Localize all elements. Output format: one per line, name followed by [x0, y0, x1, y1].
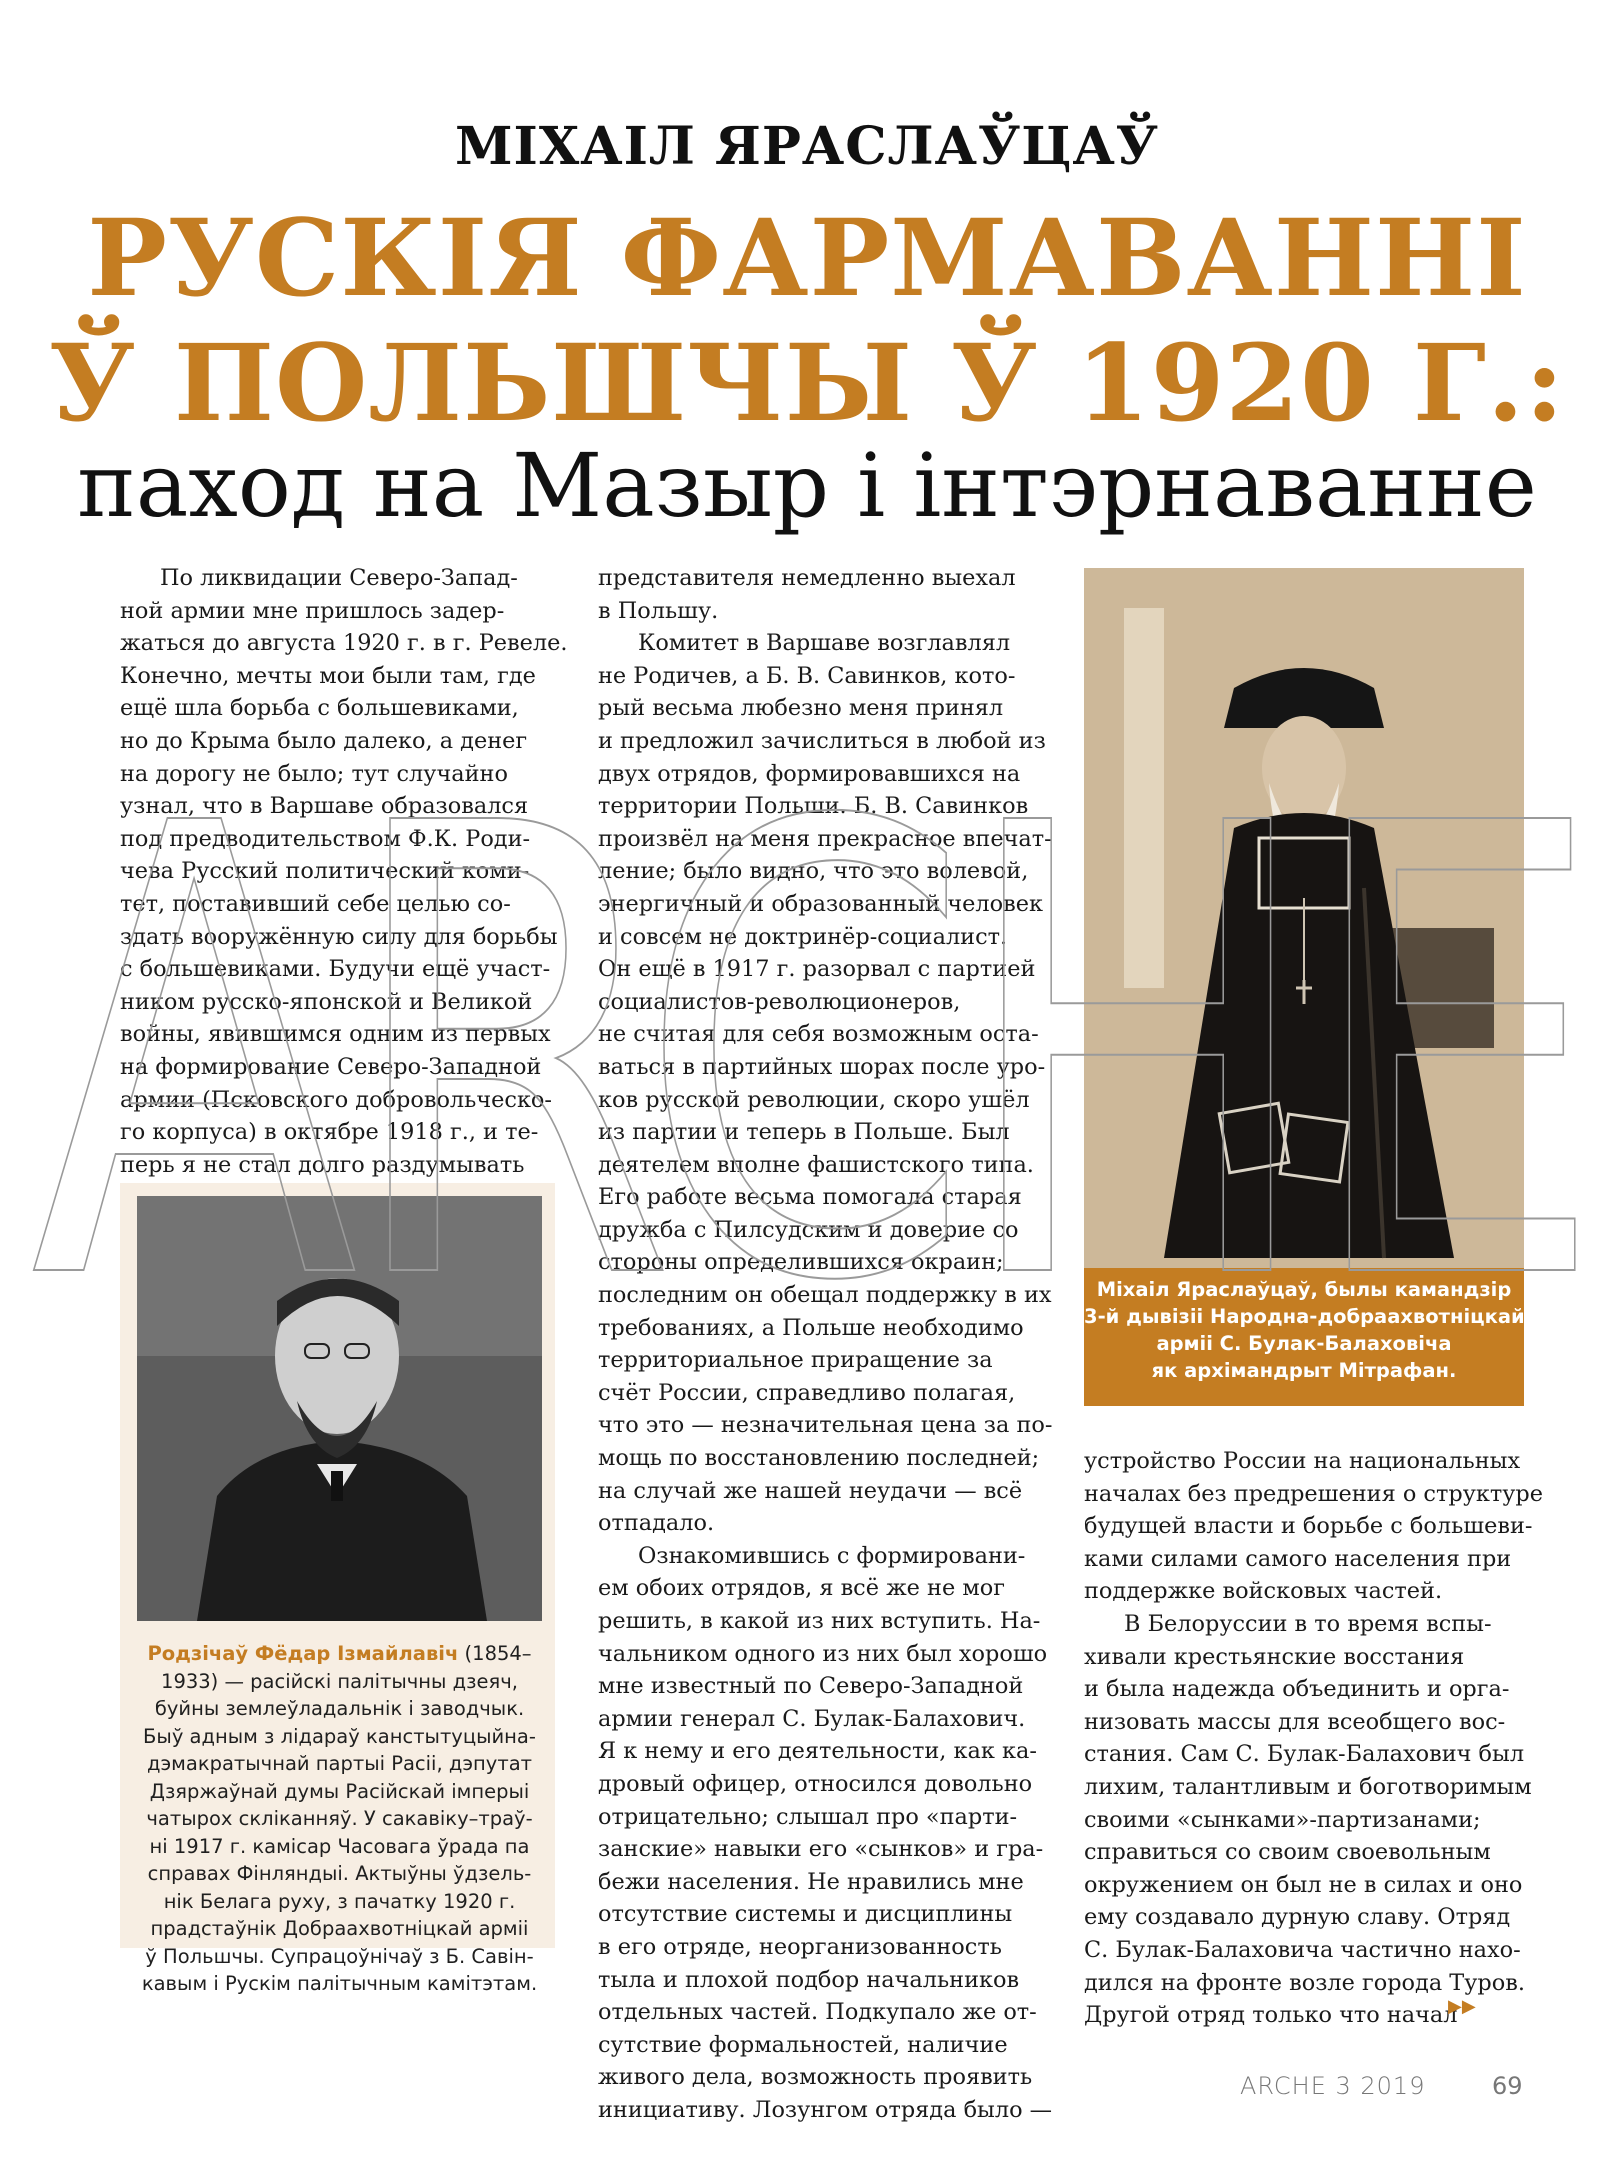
caption-text: (1854–	[458, 1642, 532, 1665]
caption-line: Міхаіл Яраслаўцаў, былы камандзір	[1096, 1278, 1512, 1301]
text-line: справиться со своим своевольным	[1084, 1839, 1491, 1866]
double-chevron-right-icon: ▶▶	[1448, 1996, 1476, 2017]
text-line: По ликвидации Северо-Запад-	[160, 565, 518, 591]
text-line: ником русско-японской и Великой	[120, 988, 533, 1015]
svg-text:ARCHE: ARCHE	[30, 800, 1590, 1300]
text-line: не Родичев, а Б. В. Савинков, кото-	[598, 662, 1016, 689]
text-line: не считая для себя возможным оста-	[598, 1021, 1039, 1048]
text-line: произвёл на меня прекрасное впечат-	[598, 825, 1052, 852]
text-line: представителя немедленно выехал	[598, 565, 1016, 591]
text-line: социалистов-революционеров,	[598, 988, 961, 1015]
text-line: низовать массы для всеобщего вос-	[1084, 1708, 1506, 1735]
text-line: здать вооружённую силу для борьбы	[120, 923, 558, 950]
text-line: Конечно, мечты мои были там, где	[120, 662, 536, 689]
caption-line: 1933) — расійскі палітычны дзеяч,	[161, 1669, 518, 1693]
text-line: на случай же нашей неудачи — всё	[598, 1477, 1023, 1504]
text-line: что это — незначительная цена за по-	[598, 1412, 1053, 1439]
text-line: ему создавало дурную славу. Отряд	[1084, 1904, 1511, 1931]
text-line: будущей власти и борьбе с большеви-	[1084, 1513, 1533, 1540]
page-number: 69	[1492, 2072, 1523, 2100]
text-line: хивали крестьянские восстания	[1084, 1643, 1465, 1670]
caption-line: дэмакратычнай партыі Расіі, дэпутат	[146, 1752, 533, 1775]
text-line: территориальное приращение за	[598, 1347, 993, 1374]
text-line: ков русской революции, скоро ушёл	[598, 1086, 1030, 1113]
text-line: Он ещё в 1917 г. разорвал с партией	[598, 956, 1036, 983]
caption-line: нік Белага руху, з пачатку 1920 г.	[163, 1889, 516, 1913]
caption-line: чатырох скліканняў. У сакавіку–траў-	[146, 1807, 533, 1830]
text-line: отсутствие системы и дисциплины	[598, 1901, 1013, 1928]
text-line: С. Булак-Балаховича частично нахо-	[1084, 1936, 1521, 1963]
text-line: своими «сынками»-партизанами;	[1084, 1806, 1481, 1833]
text-line: войны, явившимся одним из первых	[120, 1021, 551, 1048]
text-line: из партии и теперь в Польше. Был	[598, 1119, 1010, 1146]
text-column-1	[120, 562, 568, 1214]
text-line: деятелем вполне фашистского типа.	[598, 1151, 1034, 1178]
archimandrite-photo	[1084, 568, 1524, 1268]
text-line: бежи населения. Не нравились мне	[598, 1868, 1024, 1895]
caption-line: ў Польшчы. Супрацоўнічаў з Б. Савін-	[145, 1944, 534, 1968]
text-line: и предложил зачислиться в любой из	[598, 727, 1046, 754]
text-line: чева Русский политический коми-	[120, 858, 530, 885]
caption-line: буйны землеўладальнік і заводчык.	[154, 1697, 525, 1720]
text-line: Другой отряд только что начал	[1084, 2002, 1458, 2029]
text-line: рый весьма любезно меня принял	[598, 695, 1004, 722]
caption-line: 3-й дывізіі Народна-добраахвотніцкай	[1084, 1305, 1525, 1328]
article-title-line-1: РУСКІЯ ФАРМАВАННІ	[87, 195, 1527, 320]
text-line: началах без предрешения о структуре	[1084, 1480, 1544, 1507]
text-line: ками силами самого населения при	[1084, 1545, 1512, 1572]
caption-line: справах Фінляндыі. Актыўны ўдзель-	[147, 1862, 532, 1885]
text-line: под предводительством Ф.К. Роди-	[120, 825, 531, 852]
text-line: Я к нему и его деятельности, как ка-	[598, 1738, 1037, 1765]
text-line: ной армии мне пришлось задер-	[120, 597, 505, 624]
text-line: Ознакомившись с формировани-	[638, 1542, 1026, 1569]
footer-magazine-issue: ARCHE 3 2019	[1240, 2072, 1426, 2100]
text-line: инициативу. Лозунгом отряда было —	[598, 2096, 1053, 2123]
text-line: мне известный по Северо-Западной	[598, 1673, 1024, 1700]
text-line: занские» навыки его «сынков» и гра-	[598, 1836, 1044, 1863]
text-line: дружба с Пилсудским и доверие со	[598, 1216, 1019, 1243]
text-line: армии генерал С. Булак-Балахович.	[598, 1705, 1026, 1732]
portrait-photo-rodichev	[137, 1196, 542, 1621]
text-line: в Польшу.	[598, 597, 719, 624]
text-line: В Белоруссии в то время вспы-	[1124, 1610, 1492, 1637]
text-line: Его работе весьма помогала старая	[598, 1184, 1022, 1211]
text-line: дровый офицер, относился довольно	[598, 1770, 1033, 1797]
text-line: перь я не стал долго раздумывать	[120, 1151, 525, 1178]
text-column-3	[1084, 1445, 1544, 2032]
text-line: с большевиками. Будучи ещё участ-	[120, 956, 551, 983]
text-line: отдельных частей. Подкупало же от-	[598, 1999, 1037, 2026]
text-line: двух отрядов, формировавшихся на	[598, 760, 1021, 787]
text-line: сутствие формальностей, наличие	[598, 2031, 1008, 2058]
caption-line: як архімандрыт Мітрафан.	[1151, 1359, 1457, 1382]
text-line: мощь по восстановлению последней;	[598, 1445, 1040, 1472]
caption-line: Дзяржаўнай думы Расійскай імперыі	[149, 1779, 530, 1803]
text-line: окружением он был не в силах и оно	[1084, 1871, 1523, 1898]
text-line: решить, в какой из них вступить. На-	[598, 1608, 1041, 1634]
article-subtitle: паход на Мазыр і інтэрнаванне	[77, 434, 1537, 537]
text-line: жаться до августа 1920 г. в г. Ревеле.	[120, 630, 568, 657]
caption-line: прадстаўнік Добраахвотніцкай арміі	[150, 1917, 529, 1940]
text-line: ем обоих отрядов, я всё же не мог	[598, 1575, 1005, 1602]
author-name: МІХАІЛ ЯРАСЛАЎЦАЎ	[454, 116, 1160, 177]
text-line: дился на фронте возле города Туров.	[1084, 1969, 1525, 1996]
text-line: отрицательно; слышал про «парти-	[598, 1803, 1018, 1830]
text-line: стороны определившихся окраин;	[598, 1249, 1004, 1276]
text-line: Комитет в Варшаве возглавлял	[638, 630, 1011, 657]
text-line: территории Польши. Б. В. Савинков	[598, 793, 1029, 820]
text-line: устройство России на национальных	[1084, 1448, 1521, 1474]
text-line: стания. Сам С. Булак-Балахович был	[1084, 1741, 1525, 1768]
caption-person-name: Родзічаў Фёдар Ізмайлавіч	[147, 1642, 459, 1665]
text-line: и совсем не доктринёр-социалист.	[598, 923, 1008, 950]
text-line: требованиях, а Польше необходимо	[598, 1314, 1024, 1341]
caption-line: ні 1917 г. камісар Часовага ўрада па	[149, 1834, 530, 1858]
text-line: отпадало.	[598, 1510, 715, 1537]
text-line: ление; было видно, что это волевой,	[598, 858, 1029, 885]
text-line: узнал, что в Варшаве образовался	[120, 793, 529, 820]
text-line: чальником одного из них был хорошо	[598, 1640, 1048, 1667]
text-line: тет, поставивший себе целью со-	[120, 890, 511, 917]
text-line: ваться в партийных шорах после уро-	[598, 1053, 1046, 1080]
text-line: энергичный и образованный человек	[598, 890, 1043, 917]
article-title-line-2: Ў ПОЛЬШЧЫ Ў 1920 Г.:	[48, 320, 1566, 445]
text-line: в его отряде, неорганизованность	[598, 1933, 1002, 1960]
caption-line: Быў адным з лідараў канстытуцыйна-	[143, 1724, 536, 1748]
portrait-caption-left	[137, 1640, 542, 1998]
text-line: последним он обещал поддержку в их	[598, 1282, 1052, 1309]
text-line: но до Крыма было далеко, а денег	[120, 727, 528, 754]
text-line: тыла и плохой подбор начальников	[598, 1966, 1020, 1993]
text-line: поддержке войсковых частей.	[1084, 1578, 1443, 1605]
text-line: на формирование Северо-Западной	[120, 1053, 542, 1080]
text-line: ещё шла борьба с большевиками,	[120, 695, 519, 722]
text-line: го корпуса) в октябре 1918 г., и те-	[120, 1119, 539, 1146]
text-line: счёт России, справедливо полагая,	[598, 1379, 1016, 1406]
text-line: на дорогу не было; тут случайно	[120, 760, 508, 787]
text-column-2	[598, 562, 1058, 2127]
text-line: лихим, талантливым и боготворимым	[1084, 1773, 1532, 1800]
caption-line: арміі С. Булак-Балаховіча	[1156, 1332, 1452, 1355]
photo-caption-right	[1084, 1268, 1524, 1406]
caption-line: кавым і Рускім палітычным камітэтам.	[141, 1972, 538, 1995]
caption-line	[137, 1640, 542, 1668]
text-line: и была надежда объединить и орга-	[1084, 1676, 1510, 1703]
text-line: армии (Псковского добровольческо-	[120, 1086, 552, 1113]
text-line: живого дела, возможность проявить	[598, 2064, 1033, 2091]
